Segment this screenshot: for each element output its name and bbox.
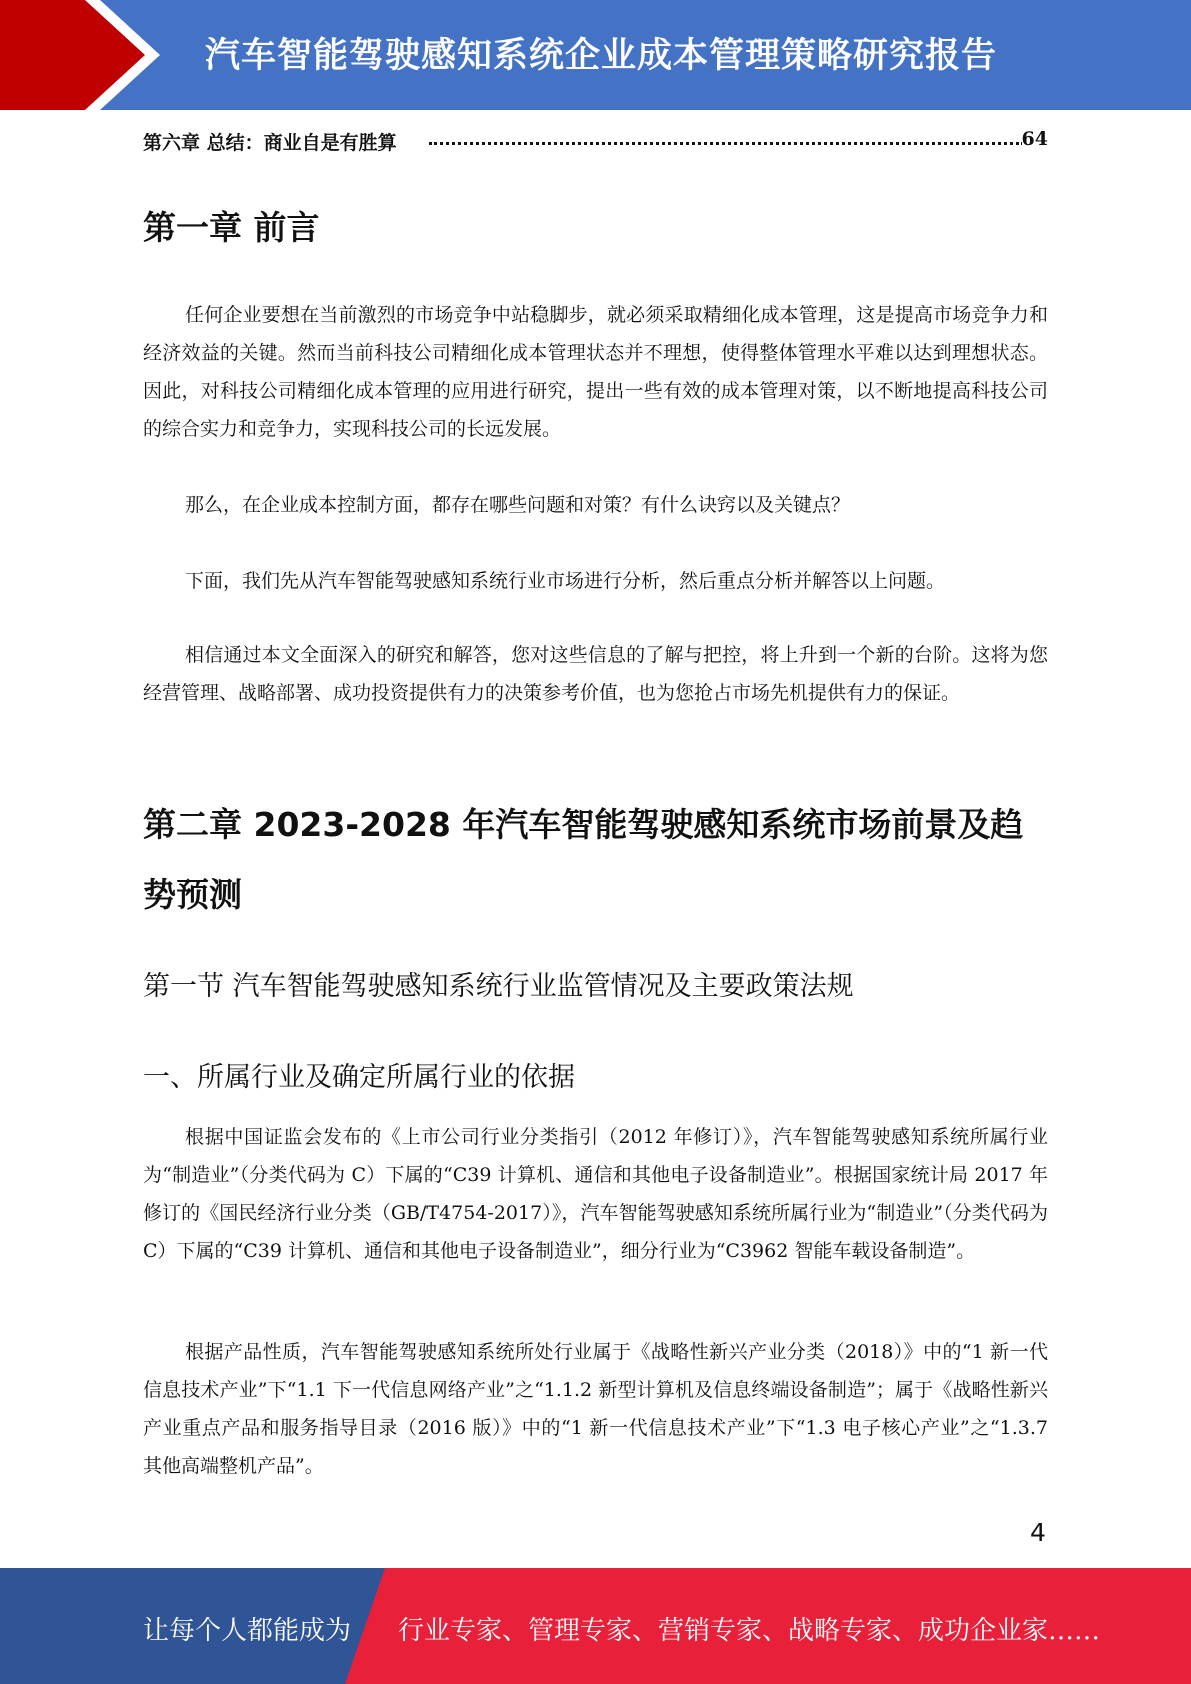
toc-dot-leader — [429, 142, 1024, 145]
report-title: 汽车智能驾驶感知系统企业成本管理策略研究报告 — [205, 36, 998, 76]
chapter-1-heading: 第一章 前言 — [143, 208, 320, 247]
page-number: 4 — [1030, 1518, 1046, 1547]
chapter-1-paragraph: 下面，我们先从汽车智能驾驶感知系统行业市场进行分析，然后重点分析并解答以上问题。 — [185, 570, 946, 592]
subsection-heading: 一、所属行业及确定所属行业的依据 — [143, 1062, 575, 1093]
footer-slogan-right: 行业专家、管理专家、营销专家、战略专家、成功企业家…… — [398, 1616, 1101, 1646]
footer-banner — [0, 1568, 1191, 1684]
toc-entry-page: 64 — [1021, 128, 1048, 150]
toc-entry-label: 第六章 总结：商业自是有胜算 — [143, 128, 399, 155]
section-heading: 第一节 汽车智能驾驶感知系统行业监管情况及主要政策法规 — [143, 971, 854, 1002]
header-banner — [0, 0, 1191, 110]
chapter-1-paragraph: 任何企业要想在当前激烈的市场竞争中站稳脚步，就必须采取精细化成本管理，这是提高市场竞争力和经济效益的关键。然而当前科技公司精细化成本管理状态并不理想，使得整体管理水平难以达到理想状态。因此，对科技公司精细化成本管理的应用进行研究，提出一些有效的成本管理对策，以不断地提高科技公司的综合实力和竞争力，实现科技公司的长远发展。 — [143, 304, 1048, 440]
chapter-2-paragraph: 根据中国证监会发布的《上市公司行业分类指引（2012 年修订）》，汽车智能驾驶感知系统所属行业为“制造业”（分类代码为 C）下属的“C39 计算机、通信和其他电子设备制造业”。根据国家统计局 2017 年修订的《国民经济行业分类（GB/T4754-2017）》，汽车智能驾驶感知系统所属行业为“制造业”（分类代码为 C）下属的“C39 计算机、通信和其他电子设备制造业”，细分行业为“C3962 智能车载设备制造”。 — [143, 1126, 1048, 1262]
chapter-2-paragraph: 根据产品性质，汽车智能驾驶感知系统所处行业属于《战略性新兴产业分类（2018）》中的“1 新一代信息技术产业”下“1.1 下一代信息网络产业”之“1.1.2 新型计算机及信息终端设备制造”；属于《战略性新兴产业重点产品和服务指导目录（2016 版）》中的“1 新一代信息技术产业”下“1.3 电子核心产业”之“1.3.7 其他高端整机产品”。 — [143, 1341, 1048, 1477]
chapter-1-paragraph: 那么，在企业成本控制方面，都存在哪些问题和对策？有什么诀窍以及关键点？ — [185, 494, 851, 516]
footer-slogan-left: 让每个人都能成为 — [143, 1616, 352, 1646]
chapter-2-heading: 第二章 2023-2028 年汽车智能驾驶感知系统市场前景及趋势预测 — [143, 805, 1024, 914]
chapter-1-paragraph: 相信通过本文全面深入的研究和解答，您对这些信息的了解与把控，将上升到一个新的台阶。这将为您经营管理、战略部署、成功投资提供有力的决策参考价值，也为您抢占市场先机提供有力的保证。 — [143, 644, 1048, 704]
toc-entry[interactable] — [143, 128, 1048, 158]
